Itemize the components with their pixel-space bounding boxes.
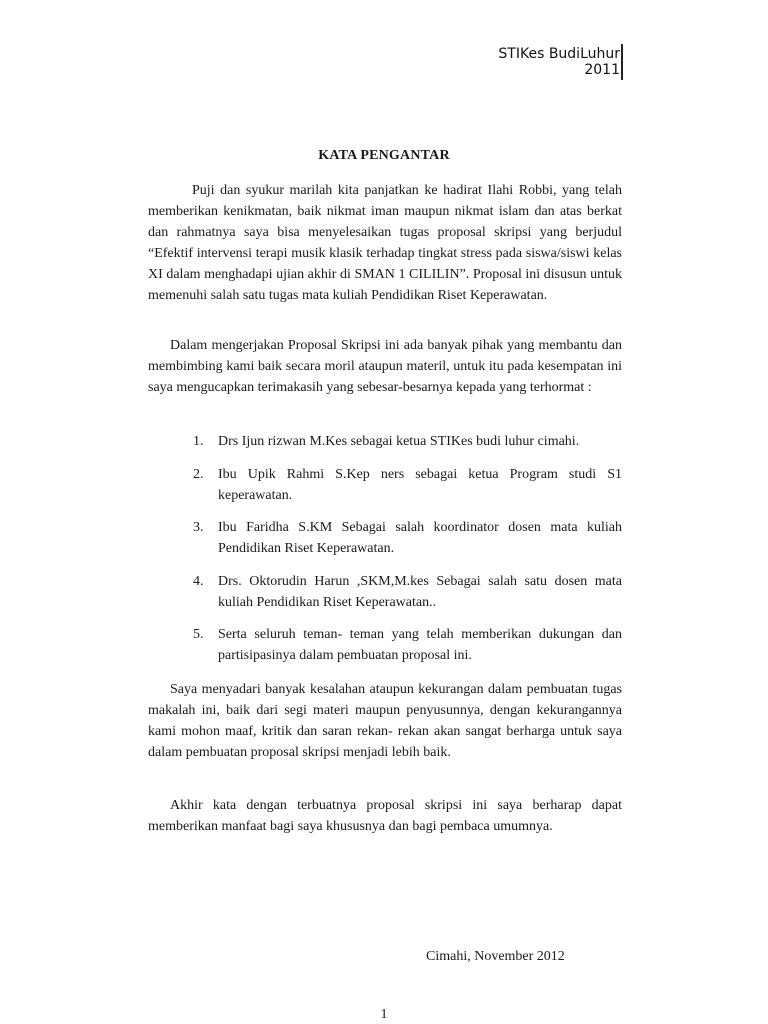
paragraph-apology: Saya menyadari banyak kesalahan ataupun kekurangan dalam pembuatan tugas makalah ini, baik dari segi materi maupun penyusunnya, dengan kekurangannya kami mohon maaf, kritik dan saran rekan- rekan akan sangat berharga untuk saya dalam pembuatan proposal skripsi menjadi lebih baik.: [148, 682, 622, 760]
paragraph-closing-remarks: Akhir kata dengan terbuatnya proposal skripsi ini saya berharap dapat memberikan manfaat bagi saya khususnya dan bagi pembaca umumnya.: [148, 798, 622, 834]
list-item: [148, 431, 622, 452]
list-item-text: Serta seluruh teman- teman yang telah memberikan dukungan dan partisipasinya dalam pembuatan proposal ini.: [218, 627, 622, 663]
list-item-text: Drs. Oktorudin Harun ,SKM,M.kes Sebagai salah satu dosen mata kuliah Pendidikan Riset Keperawatan..: [218, 574, 622, 610]
list-item-number: 4.: [193, 574, 204, 589]
paragraph-opening: Puji dan syukur marilah kita panjatkan ke hadirat Ilahi Robbi, yang telah memberikan kenikmatan, baik nikmat iman maupun nikmat islam dan atas berkat dan rahmatnya saya bisa menyelesaikan tugas proposal skripsi yang berjudul “Efektif intervensi terapi musik klasik terhadap tingkat stress pada siswa/siswi kelas XI dalam menghadapi ujian akhir di SMAN 1 CILILIN”. Proposal ini disusun untuk memenuhi salah satu tugas mata kuliah Pendidikan Riset Keperawatan.: [148, 183, 622, 303]
list-item: [148, 624, 622, 666]
list-item-text: Ibu Faridha S.KM Sebagai salah koordinator dosen mata kuliah Pendidikan Riset Keperawatan.: [218, 520, 622, 556]
page-header: [498, 46, 620, 78]
list-item-number: 1.: [193, 434, 204, 449]
page-title: KATA PENGANTAR: [318, 148, 450, 163]
list-item-number: 5.: [193, 627, 204, 642]
list-item: [148, 517, 622, 559]
list-item: [148, 464, 622, 506]
list-item-number: 3.: [193, 520, 204, 535]
header-year: 2011: [584, 62, 620, 78]
header-institution: STIKes BudiLuhur: [498, 46, 620, 62]
header-divider: [621, 44, 623, 80]
place-date: Cimahi, November 2012: [426, 949, 565, 964]
list-item-text: Ibu Upik Rahmi S.Kep ners sebagai ketua Program studi S1 keperawatan.: [218, 467, 622, 503]
list-item-number: 2.: [193, 467, 204, 482]
paragraph-acknowledgement-intro: Dalam mengerjakan Proposal Skripsi ini ada banyak pihak yang membantu dan membimbing kami baik secara moril ataupun materil, untuk itu pada kesempatan ini saya mengucapkan terimakasih yang sebesar-besarnya kepada yang terhormat :: [148, 338, 622, 395]
list-item-text: Drs Ijun rizwan M.Kes sebagai ketua STIKes budi luhur cimahi.: [218, 434, 580, 449]
list-item: [148, 571, 622, 613]
page-number: 1: [380, 1007, 388, 1022]
